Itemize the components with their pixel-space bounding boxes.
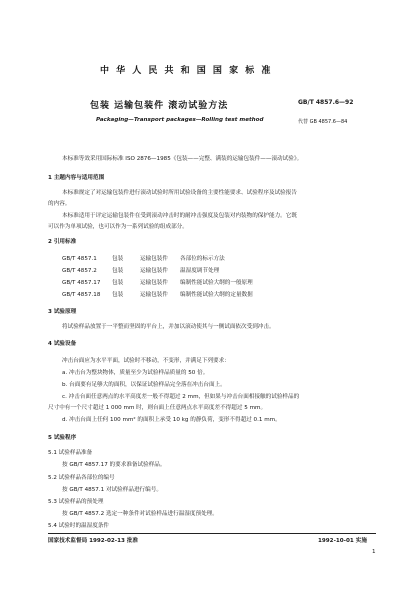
section-1-paragraph-2-cont: 可以作为单项试验，也可以作为一系列试验的组成部分。 (48, 224, 188, 230)
reference-term: 运输包装件 (140, 292, 168, 298)
subsection-5-2-text: 按 GB/T 4857.1 对试验样品进行编号。 (62, 487, 162, 493)
reference-item (62, 268, 219, 275)
section-4-item-a: a. 冲击台为整块物体，质量至少为试验样品质量的 50 倍。 (62, 370, 209, 376)
reference-item (62, 280, 253, 287)
document-title: 包装 运输包装件 滚动试验方法 (90, 101, 229, 111)
subsection-5-3-text: 按 GB/T 4857.2 选定一种条件对试验样品进行温湿度预处理。 (62, 511, 218, 517)
reference-title: 编制性能试验大纲的定量数据 (180, 292, 253, 298)
subsection-5-1-heading: 5.1 试验样品准备 (48, 450, 93, 456)
section-4-item-c: c. 冲击台面任意两点的水平高度差一般不得超过 2 mm，但如果与冲击台面相接触的试验样品的 (62, 394, 300, 400)
footer-rule (48, 533, 376, 534)
subsection-5-1-text: 按 GB/T 4857.17 的要求准备试验样品。 (62, 462, 166, 468)
section-4-heading: 4 试验设备 (48, 341, 77, 347)
reference-term: 运输包装件 (140, 280, 168, 286)
standard-type-title: 中 华 人 民 共 和 国 国 家 标 准 (100, 66, 273, 76)
reference-term: 包装 (112, 256, 124, 262)
reference-title: 各部位的标示方法 (180, 256, 225, 262)
section-4-intro: 冲击台面应为水平平面，试验时不移动，不变形，并满足下列要求： (62, 358, 230, 364)
reference-code: GB/T 4857.1 (62, 256, 97, 262)
reference-term: 包装 (112, 292, 124, 298)
section-5-heading: 5 试验程序 (48, 435, 77, 441)
subsection-5-3-heading: 5.3 试验样品的预处理 (48, 499, 104, 505)
section-1-paragraph-2: 本标准适用于评定运输包装件在受到滚动冲击时的耐冲击强度及包装对内装物的保护能力。它既 (62, 213, 297, 219)
subsection-5-4-heading: 5.4 试验时的温湿度条件 (48, 523, 110, 529)
section-4-item-d: d. 冲击台面上任何 100 mm² 的面积上承受 10 kg 的静负荷，变形不得超过 0.1 mm。 (62, 417, 281, 423)
implementation-date: 1992-10-01 实施 (318, 538, 367, 544)
reference-term: 运输包装件 (140, 268, 168, 274)
reference-term: 包装 (112, 268, 124, 274)
section-1-paragraph-1-cont: 的内容。 (48, 201, 71, 207)
section-1-heading: 1 主题内容与适用范围 (48, 175, 105, 181)
standard-code: GB/T 4857.6—92 (298, 99, 354, 106)
section-3-heading: 3 试验原理 (48, 309, 77, 315)
page-number: 1 (372, 549, 376, 555)
reference-title: 温湿度调节处理 (180, 268, 220, 274)
reference-code: GB/T 4857.2 (62, 268, 97, 274)
subsection-5-2-heading: 5.2 试验样品各部位的编号 (48, 475, 115, 481)
section-3-paragraph: 将试验样品放置于一平整而坚固的平台上，并加以滚动使其与一侧试面依次受到冲击。 (62, 324, 275, 330)
reference-code: GB/T 4857.18 (62, 292, 101, 298)
reference-title: 编制性能试验大纲的一般原理 (180, 280, 253, 286)
reference-item (62, 292, 253, 299)
reference-term: 包装 (112, 280, 124, 286)
reference-term: 运输包装件 (140, 256, 168, 262)
section-1-paragraph-1: 本标准规定了对运输包装件进行滚动试验时所用试验设备的主要性能要求、试验程序及试验报告 (62, 190, 297, 196)
section-4-item-c-cont: 尺寸中有一个尺寸超过 1 000 mm 时，则台面上任意两点水平高度差不得超过 5 mm。 (48, 405, 267, 411)
document-title-en: Packaging—Transport packages—Rolling test method (96, 117, 264, 123)
reference-code: GB/T 4857.17 (62, 280, 101, 286)
reference-item (62, 256, 225, 263)
section-4-item-b: b. 台面要有足够大的面积，以保证试验样品完全落在冲击台面上。 (62, 382, 226, 388)
intro-paragraph: 本标准等效采用国际标准 ISO 2876—1985《包装——完整、满装的运输包装件——滚动试验》。 (62, 156, 303, 162)
section-2-heading: 2 引用标准 (48, 239, 77, 245)
approval-date: 国家技术监督局 1992-02-13 批准 (48, 538, 139, 544)
replaces-note: 代替 GB 4857.6—84 (298, 119, 348, 125)
